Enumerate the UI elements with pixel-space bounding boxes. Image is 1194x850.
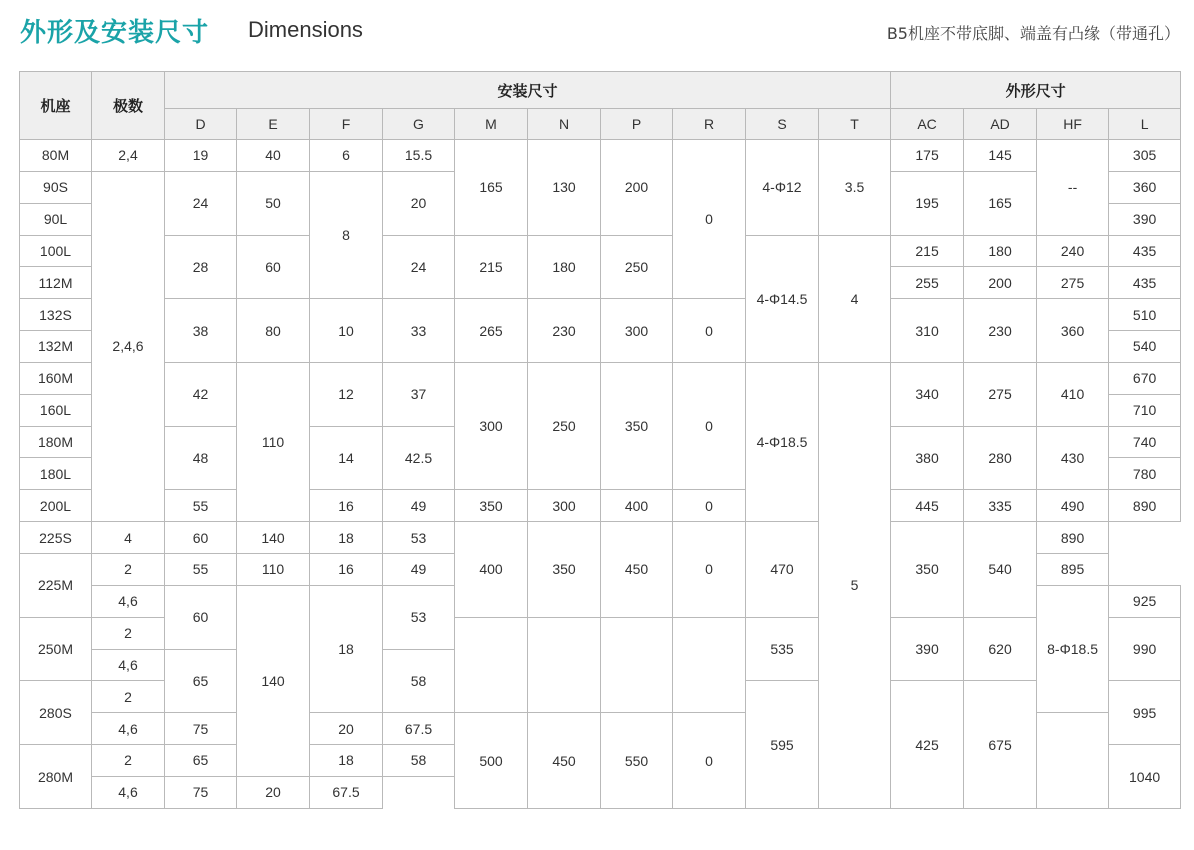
table-cell: 500 xyxy=(455,713,528,809)
table-cell: 1040 xyxy=(1109,745,1181,809)
table-cell: 535 xyxy=(746,617,819,681)
table-cell: 890 xyxy=(1109,490,1181,522)
table-cell: 390 xyxy=(1109,203,1181,235)
table-cell xyxy=(528,617,601,713)
table-row xyxy=(20,299,1181,331)
table-cell: 425 xyxy=(891,681,964,809)
table-cell: 60 xyxy=(165,522,237,554)
table-cell: 50 xyxy=(237,171,310,235)
table-cell: 165 xyxy=(964,171,1037,235)
table-cell: 510 xyxy=(1109,299,1181,331)
table-cell: 75 xyxy=(165,713,237,745)
table-cell: 300 xyxy=(528,490,601,522)
header-col-p: P xyxy=(601,109,673,140)
table-cell: 895 xyxy=(1037,553,1109,585)
table-cell: 280M xyxy=(20,745,92,809)
table-cell: 470 xyxy=(746,522,819,618)
table-cell: 3.5 xyxy=(819,140,891,236)
table-cell: 300 xyxy=(455,362,528,489)
table-cell: 140 xyxy=(237,522,310,554)
table-cell: 19 xyxy=(165,140,237,172)
table-cell: 400 xyxy=(455,522,528,618)
table-cell: 780 xyxy=(1109,458,1181,490)
table-cell: 280S xyxy=(20,681,92,745)
header-poles: 极数 xyxy=(92,72,165,140)
table-cell: 4,6 xyxy=(92,776,165,808)
header-col-ac: AC xyxy=(891,109,964,140)
table-cell: 16 xyxy=(310,490,383,522)
table-cell: 75 xyxy=(165,776,237,808)
table-cell: 65 xyxy=(165,649,237,713)
table-cell: 595 xyxy=(746,681,819,809)
table-cell: 112M xyxy=(20,267,92,299)
table-cell: 340 xyxy=(891,362,964,426)
table-cell: 60 xyxy=(237,235,310,299)
table-cell: 110 xyxy=(237,362,310,521)
table-cell: 430 xyxy=(1037,426,1109,490)
header-col-l: L xyxy=(1109,109,1181,140)
table-cell: 400 xyxy=(601,490,673,522)
table-cell: 2,4 xyxy=(92,140,165,172)
table-cell: 4-Φ12 xyxy=(746,140,819,236)
header-col-hf: HF xyxy=(1037,109,1109,140)
table-row xyxy=(20,522,1181,554)
table-cell: 300 xyxy=(601,299,673,363)
table-cell: 110 xyxy=(237,553,310,585)
table-cell: 55 xyxy=(165,553,237,585)
table-cell: 350 xyxy=(528,522,601,618)
table-cell: 450 xyxy=(601,522,673,618)
table-row xyxy=(20,235,1181,267)
table-cell: 255 xyxy=(891,267,964,299)
page-title: 外形及安装尺寸 xyxy=(20,18,210,48)
table-cell: 380 xyxy=(891,426,964,490)
table-cell: 4,6 xyxy=(92,713,165,745)
table-cell: 390 xyxy=(891,617,964,681)
header-col-f: F xyxy=(310,109,383,140)
table-row xyxy=(20,490,1181,522)
table-cell: 132M xyxy=(20,331,92,363)
table-cell: 265 xyxy=(455,299,528,363)
table-row xyxy=(20,362,1181,394)
table-cell: 0 xyxy=(673,522,746,618)
table-cell: 215 xyxy=(455,235,528,299)
table-cell: 225S xyxy=(20,522,92,554)
table-cell: 195 xyxy=(891,171,964,235)
table-cell: 2 xyxy=(92,681,165,713)
table-cell: 310 xyxy=(891,299,964,363)
table-cell: 305 xyxy=(1109,140,1181,172)
table-cell: 132S xyxy=(20,299,92,331)
table-cell: 140 xyxy=(237,585,310,776)
table-cell: 675 xyxy=(964,681,1037,809)
table-cell: 275 xyxy=(1037,267,1109,299)
table-cell: 20 xyxy=(310,713,383,745)
table-cell: 995 xyxy=(1109,681,1181,745)
table-cell: 230 xyxy=(528,299,601,363)
table-cell: 0 xyxy=(673,490,746,522)
table-cell: 5 xyxy=(819,362,891,808)
table-cell: 4-Φ14.5 xyxy=(746,235,819,362)
table-cell: 65 xyxy=(165,745,237,777)
table-cell: -- xyxy=(1037,140,1109,236)
table-cell: 58 xyxy=(383,745,455,777)
table-cell: 160M xyxy=(20,362,92,394)
table-cell: 0 xyxy=(673,713,746,809)
table-cell: 540 xyxy=(964,522,1037,618)
table-cell: 490 xyxy=(1037,490,1109,522)
page-subtitle: B5机座不带底脚、端盖有凸缘（带通孔） xyxy=(886,24,1180,43)
table-cell: 200L xyxy=(20,490,92,522)
table-cell: 165 xyxy=(455,140,528,236)
table-cell: 20 xyxy=(383,171,455,235)
table-cell: 0 xyxy=(673,362,746,489)
table-cell: 18 xyxy=(310,522,383,554)
table-cell: 435 xyxy=(1109,267,1181,299)
table-cell: 15.5 xyxy=(383,140,455,172)
header-install-dimensions: 安装尺寸 xyxy=(165,72,891,109)
table-cell: 16 xyxy=(310,553,383,585)
header-col-m: M xyxy=(455,109,528,140)
table-cell: 540 xyxy=(1109,331,1181,363)
table-cell: 12 xyxy=(310,362,383,426)
table-cell: 250 xyxy=(601,235,673,299)
table-cell: 10 xyxy=(310,299,383,363)
table-cell: 58 xyxy=(383,649,455,713)
table-cell: 175 xyxy=(891,140,964,172)
table-cell: 80M xyxy=(20,140,92,172)
table-cell: 0 xyxy=(673,140,746,299)
table-cell: 180 xyxy=(964,235,1037,267)
table-cell: 435 xyxy=(1109,235,1181,267)
header-col-ad: AD xyxy=(964,109,1037,140)
table-cell: 740 xyxy=(1109,426,1181,458)
table-cell: 48 xyxy=(165,426,237,490)
table-cell: 240 xyxy=(1037,235,1109,267)
table-cell: 410 xyxy=(1037,362,1109,426)
table-cell: 49 xyxy=(383,553,455,585)
table-cell: 360 xyxy=(1109,171,1181,203)
table-cell: 550 xyxy=(601,713,673,809)
table-cell: 4-Φ18.5 xyxy=(746,362,819,521)
table-cell: 14 xyxy=(310,426,383,490)
table-cell: 4,6 xyxy=(92,649,165,681)
table-cell: 2,4,6 xyxy=(92,171,165,521)
table-cell: 230 xyxy=(964,299,1037,363)
table-cell: 180L xyxy=(20,458,92,490)
header-outline-dimensions: 外形尺寸 xyxy=(891,72,1181,109)
table-cell: 180 xyxy=(528,235,601,299)
table-cell: 275 xyxy=(964,362,1037,426)
table-cell: 42 xyxy=(165,362,237,426)
table-cell: 90S xyxy=(20,171,92,203)
table-cell xyxy=(1037,713,1109,809)
table-cell: 2 xyxy=(92,553,165,585)
table-cell: 49 xyxy=(383,490,455,522)
table-cell: 350 xyxy=(455,490,528,522)
table-cell: 100L xyxy=(20,235,92,267)
table-cell: 67.5 xyxy=(383,713,455,745)
header-col-g: G xyxy=(383,109,455,140)
table-cell: 18 xyxy=(310,585,383,712)
table-cell: 18 xyxy=(310,745,383,777)
dimensions-table xyxy=(19,71,1181,809)
header-row-columns xyxy=(20,109,1181,140)
table-cell: 180M xyxy=(20,426,92,458)
table-cell: 335 xyxy=(964,490,1037,522)
table-cell: 33 xyxy=(383,299,455,363)
table-cell xyxy=(601,617,673,713)
table-cell: 620 xyxy=(964,617,1037,681)
table-cell: 670 xyxy=(1109,362,1181,394)
table-cell: 20 xyxy=(237,776,310,808)
table-cell: 4 xyxy=(819,235,891,362)
table-cell: 250 xyxy=(528,362,601,489)
table-cell: 37 xyxy=(383,362,455,426)
table-cell: 350 xyxy=(891,522,964,618)
table-cell: 200 xyxy=(964,267,1037,299)
table-cell: 925 xyxy=(1109,585,1181,617)
table-cell: 8-Φ18.5 xyxy=(1037,585,1109,712)
header-row-group xyxy=(20,72,1181,109)
table-cell: 24 xyxy=(165,171,237,235)
header-col-t: T xyxy=(819,109,891,140)
table-cell: 8 xyxy=(310,171,383,298)
table-cell: 80 xyxy=(237,299,310,363)
header-col-r: R xyxy=(673,109,746,140)
table-cell: 42.5 xyxy=(383,426,455,490)
table-cell: 6 xyxy=(310,140,383,172)
table-cell: 890 xyxy=(1037,522,1109,554)
table-cell: 445 xyxy=(891,490,964,522)
table-cell: 0 xyxy=(673,299,746,363)
table-row xyxy=(20,140,1181,172)
table-cell: 250M xyxy=(20,617,92,681)
table-cell: 38 xyxy=(165,299,237,363)
table-cell: 450 xyxy=(528,713,601,809)
table-cell: 2 xyxy=(92,745,165,777)
table-cell xyxy=(673,617,746,713)
table-cell: 53 xyxy=(383,522,455,554)
table-cell: 145 xyxy=(964,140,1037,172)
table-cell: 90L xyxy=(20,203,92,235)
table-cell: 280 xyxy=(964,426,1037,490)
table-cell: 24 xyxy=(383,235,455,299)
header-col-e: E xyxy=(237,109,310,140)
table-cell: 160L xyxy=(20,394,92,426)
table-cell: 55 xyxy=(165,490,237,522)
table-cell: 53 xyxy=(383,585,455,649)
page-title-english: Dimensions xyxy=(248,17,363,42)
table-cell: 990 xyxy=(1109,617,1181,681)
header-frame: 机座 xyxy=(20,72,92,140)
table-cell: 710 xyxy=(1109,394,1181,426)
table-cell: 4 xyxy=(92,522,165,554)
table-cell: 130 xyxy=(528,140,601,236)
table-cell: 200 xyxy=(601,140,673,236)
table-cell: 60 xyxy=(165,585,237,649)
header-col-d: D xyxy=(165,109,237,140)
header-col-s: S xyxy=(746,109,819,140)
table-cell: 2 xyxy=(92,617,165,649)
table-cell: 40 xyxy=(237,140,310,172)
table-cell: 360 xyxy=(1037,299,1109,363)
table-cell: 350 xyxy=(601,362,673,489)
table-cell: 28 xyxy=(165,235,237,299)
table-cell: 4,6 xyxy=(92,585,165,617)
table-cell xyxy=(455,617,528,713)
table-cell: 225M xyxy=(20,553,92,617)
header-col-n: N xyxy=(528,109,601,140)
table-cell: 67.5 xyxy=(310,776,383,808)
table-cell: 215 xyxy=(891,235,964,267)
